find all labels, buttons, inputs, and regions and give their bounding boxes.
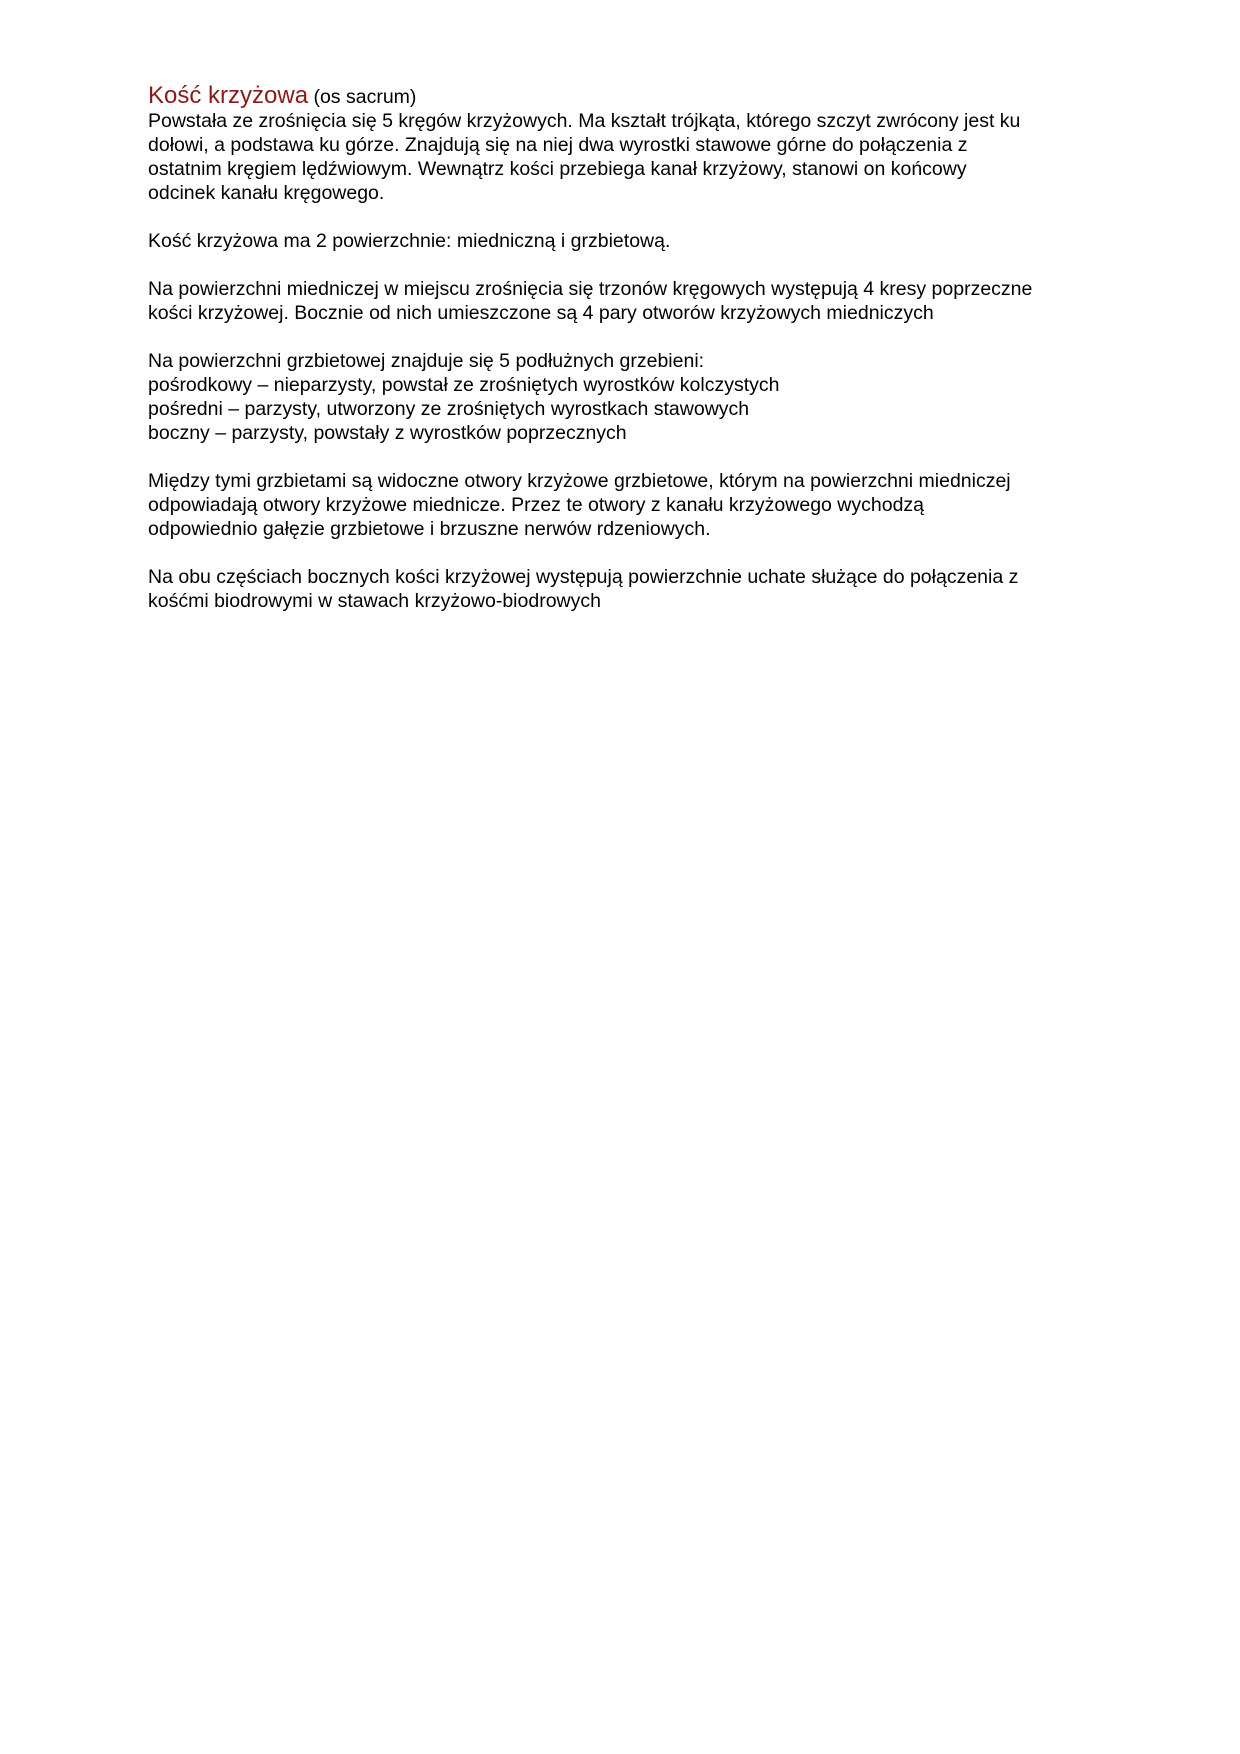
text-line: odpowiednio gałęzie grzbietowe i brzuszne nerwów rdzeniowych. (148, 518, 711, 540)
text-line: dołowi, a podstawa ku górze. Znajdują się na niej dwa wyrostki stawowe górne do połączenia z (148, 134, 968, 156)
document-page (148, 84, 1108, 637)
text-line: boczny – parzysty, powstały z wyrostków poprzecznych (148, 422, 627, 444)
paragraph-foramina (148, 469, 1108, 541)
paragraph-dorsal-surface (148, 349, 1108, 445)
text-line: Między tymi grzbietami są widoczne otwory krzyżowe grzbietowe, którym na powierzchni miedniczej (148, 470, 1011, 492)
document-heading (148, 84, 1108, 109)
text-line: Na powierzchni miedniczej w miejscu zrośnięcia się trzonów kręgowych występują 4 kresy poprzeczne (148, 278, 1033, 300)
text-line: Na powierzchni grzbietowej znajduje się 5 podłużnych grzebieni: (148, 350, 705, 372)
text-line: ostatnim kręgiem lędźwiowym. Wewnątrz kości przebiega kanał krzyżowy, stanowi on końcowy (148, 158, 967, 180)
paragraph-lateral-parts (148, 565, 1108, 613)
text-line: kośćmi biodrowymi w stawach krzyżowo-biodrowych (148, 590, 601, 612)
text-line: odpowiadają otwory krzyżowe miednicze. Przez te otwory z kanału krzyżowego wychodzą (148, 494, 925, 516)
text-line: Na obu częściach bocznych kości krzyżowej występują powierzchnie uchate służące do połączenia z (148, 566, 1019, 588)
text-line: Powstała ze zrośnięcia się 5 kręgów krzyżowych. Ma kształt trójkąta, którego szczyt zwrócony jest ku (148, 110, 1021, 132)
document-title-latin: (os sacrum) (313, 86, 417, 108)
paragraph-pelvic-surface (148, 277, 1108, 325)
paragraph-surfaces (148, 229, 1108, 253)
document-title: Kość krzyżowa (148, 82, 309, 109)
text-line: odcinek kanału kręgowego. (148, 182, 385, 204)
text-line: Kość krzyżowa ma 2 powierzchnie: miedniczną i grzbietową. (148, 230, 671, 252)
text-line: kości krzyżowej. Bocznie od nich umieszczone są 4 pary otworów krzyżowych miedniczych (148, 302, 934, 324)
paragraph-origin (148, 109, 1108, 205)
text-line: pośrodkowy – nieparzysty, powstał ze zrośniętych wyrostków kolczystych (148, 374, 780, 396)
text-line: pośredni – parzysty, utworzony ze zrośniętych wyrostkach stawowych (148, 398, 750, 420)
